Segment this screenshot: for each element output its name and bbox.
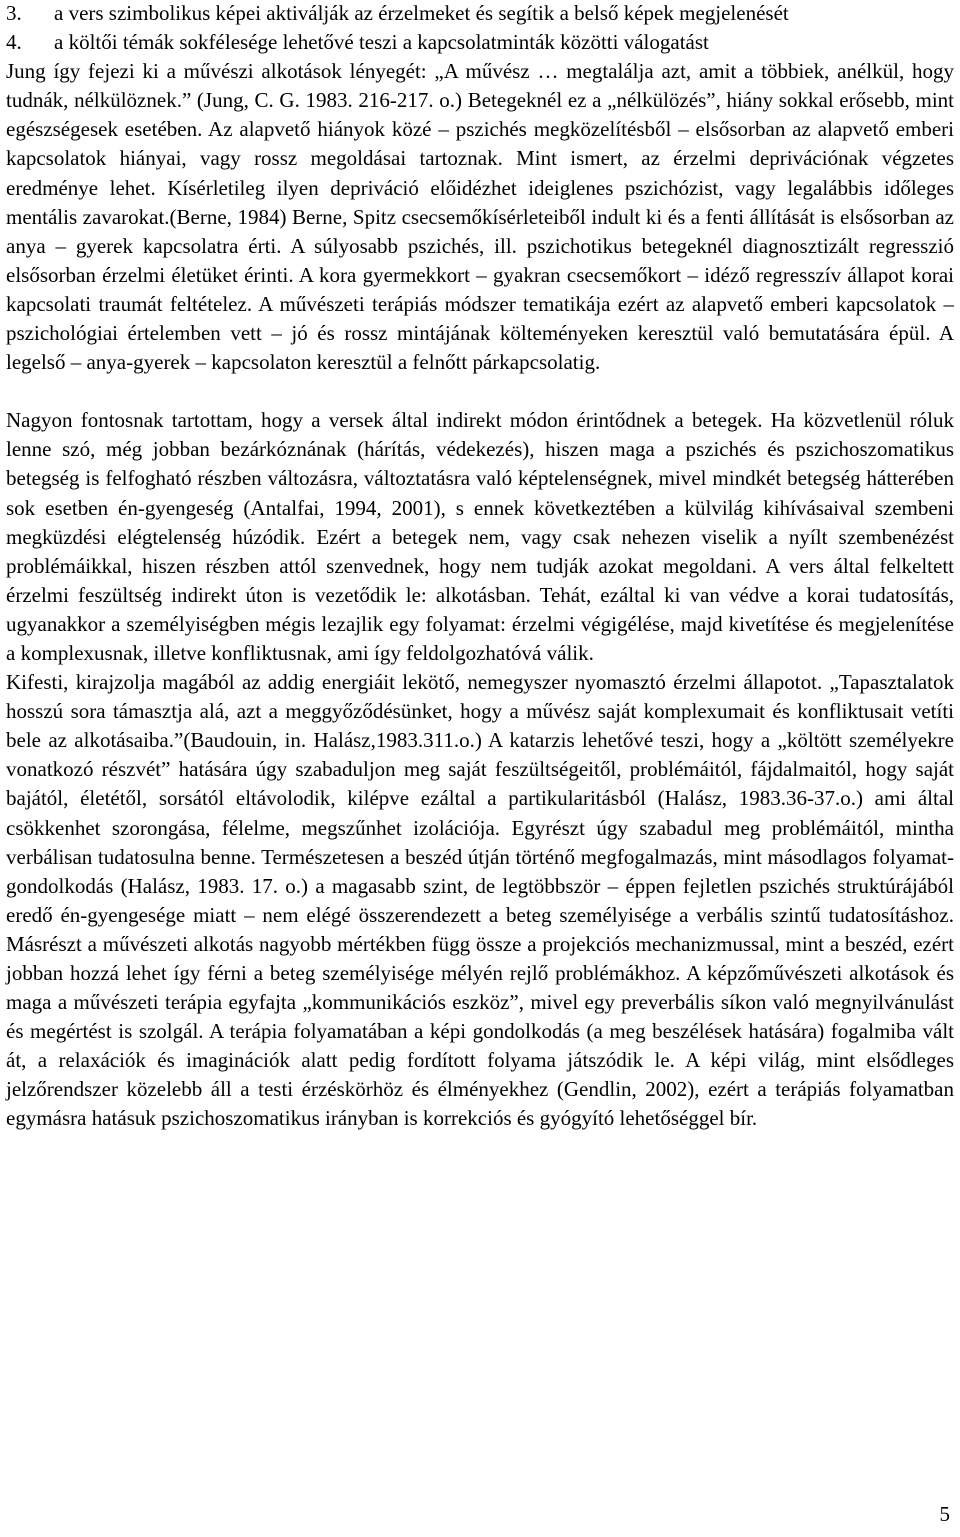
- list-item: [6, 28, 954, 57]
- page-number: 5: [939, 1502, 950, 1526]
- document-page: [6, 0, 954, 1134]
- list-item-number: 3.: [6, 1, 22, 25]
- list-item: [6, 0, 954, 28]
- paragraph-indirect-approach: Nagyon fontosnak tartottam, hogy a versek által indirekt módon érintődnek a betegek. Ha közvetlenül róluk lenne szó, még jobban bezárkóznának (hárítás, védekezés), hiszen maga a pszichés és pszichoszomatikus betegség is felfogható részben változásra, változtatásra való képtelenségnek, mivel mindkét betegség hátterében sok esetben én-gyengeség (Antalfai, 1994, 2001), s ennek következtében a külvilág kihívásaival szembeni megküzdési elégtelenség húzódik. Ezért a betegek nem, vagy csak nehezen viselik a nyílt szembenézést problémáikkal, hiszen részben attól szenvednek, hogy nem tudják azokat megoldani. A vers által felkeltett érzelmi feszültség indirekt úton is vezetődik le: alkotásban. Tehát, ezáltal ki van védve a korai tudatosítás, ugyanakkor a személyiségben mégis lezajlik egy folyamat: érzelmi végigélése, majd kivetítése és megjelenítése a komplexusnak, illetve konfliktusnak, ami így feldolgozhatóvá válik.: [6, 408, 954, 665]
- list-item-text: a költői témák sokfélesége lehetővé teszi a kapcsolatminták közötti válogatást: [54, 30, 709, 55]
- paragraph-jung: Jung így fejezi ki a művészi alkotások lényegét: „A művész … megtalálja azt, amit a többiek, anélkül, hogy tudnák, nélkülöznek.” (Jung, C. G. 1983. 216-217. o.) Betegeknél ez a „nélkülözés”, hiány sokkal erősebb, mint egészségesek esetében. Az alapvető hiányok közé – pszichés megközelítésből – elsősorban az alapvető emberi kapcsolatok hiányai, vagy rossz megoldásai tartoznak. Mint ismert, az érzelmi deprivációnak végzetes eredménye lehet. Kísérletileg ilyen depriváció előidézhet ideiglenes pszichózist, vagy legalábbis időleges mentális zavarokat.(Berne, 1984) Berne, Spitz csecsemőkísérleteiből indult ki és a fenti állítását is elsősorban az anya – gyerek kapcsolatra érti. A súlyosabb pszichés, ill. pszichotikus betegeknél diagnosztizált regresszió elsősorban érzelmi életüket érinti. A kora gyermekkort – gyakran csecsemőkort – idéző regresszív állapot korai kapcsolati traumát feltételez. A művészeti terápiás módszer tematikája ezért az alapvető emberi kapcsolatok – pszichológiai értelemben vett – jó és rossz mintájának költeményeken keresztül való bemutatására épül. A legelső – anya-gyerek – kapcsolaton keresztül a felnőtt párkapcsolatig.: [6, 59, 954, 375]
- list-item-number: 4.: [6, 30, 22, 55]
- numbered-list: [6, 0, 954, 57]
- paragraph-catharsis: Kifesti, kirajzolja magából az addig energiáit lekötő, nemegyszer nyomasztó érzelmi állapotot. „Tapasztalatok hosszú sora támasztja alá, azt a meggyőződésünket, hogy a művész saját komplexumait és konfliktusait vetíti bele az alkotásaiba.”(Baudouin, in. Halász,1983.311.o.) A katarzis lehetővé teszi, hogy a „költött személyekre vonatkozó részvét” hatására úgy szabaduljon meg saját feszültségeitől, problémáitól, fájdalmaitól, hogy saját bajától, életétől, sorsától eltávolodik, kilépve ezáltal a partikularitásból (Halász, 1983.36-37.o.) ami által csökkenhet szorongása, félelme, megszűnhet izolációja. Egyrészt úgy szabadul meg problémáitól, mintha verbálisan tudatosulna benne. Természetesen a beszéd útján történő megfogalmazás, mint másodlagos folyamat-gondolkodás (Halász, 1983. 17. o.) a magasabb szint, de legtöbbször – éppen fejletlen pszichés struktúrájából eredő én-gyengesége miatt – nem elégé összerendezett a beteg személyisége a verbális szintű tudatosításhoz. Másrészt a művészeti alkotás nagyobb mértékben függ össze a projekciós mechanizmussal, mint a beszéd, ezért jobban hozzá lehet így férni a beteg személyisége mélyén rejlő problémákhoz. A képzőművészeti alkotások és maga a művészeti terápia egyfajta „kommunikációs eszköz”, mivel egy preverbális síkon való megnyilvánulást és megértést is szolgál. A terápia folyamatában a képi gondolkodás (a meg beszélések hatására) fogalmiba vált át, a relaxációk és imaginációk alatt pedig fordított folyama játszódik le. A képi világ, mint elsődleges jelzőrendszer közelebb áll a testi érzéskörhöz és élményekhez (Gendlin, 2002), ezért a terápiás folyamatban egymásra hatásuk pszichoszomatikus irányban is korrekciós és gyógyító lehetőséggel bír.: [6, 670, 954, 1131]
- list-item-text: a vers szimbolikus képei aktiválják az érzelmeket és segítik a belső képek megjelenését: [54, 1, 789, 25]
- paragraph-spacer: [6, 377, 954, 406]
